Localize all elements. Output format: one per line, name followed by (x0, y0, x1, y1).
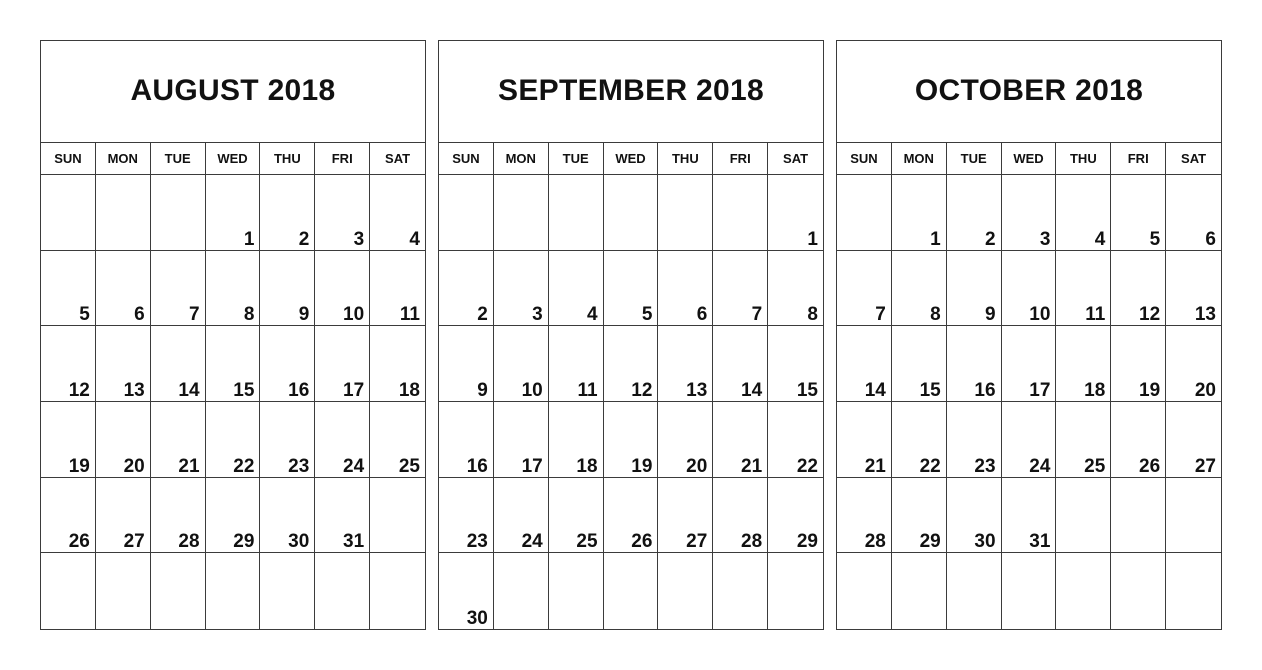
day-cell (604, 553, 659, 629)
days-grid (837, 175, 1221, 629)
day-cell (837, 553, 892, 629)
calendar-october-2018 (836, 40, 1222, 630)
day-cell (315, 251, 370, 327)
weekday-tue: TUE (151, 143, 206, 174)
day-number: 23 (466, 531, 488, 553)
day-cell (549, 553, 604, 629)
day-number: 5 (641, 304, 653, 326)
day-number: 1 (807, 228, 818, 250)
weekday-header (41, 143, 425, 175)
day-number: 14 (864, 379, 886, 401)
day-number: 13 (123, 379, 145, 401)
weekday-sat: SAT (783, 151, 809, 166)
day-number: 15 (919, 379, 941, 401)
day-number: 17 (521, 455, 543, 477)
day-cell (41, 326, 96, 402)
day-cell (206, 553, 261, 629)
weekday-mon: MON (96, 143, 151, 174)
day-number: 25 (1084, 455, 1106, 477)
day-cell (151, 402, 206, 478)
month-title: OCTOBER 2018 (837, 41, 1221, 143)
weekday-fri: FRI (315, 143, 370, 174)
day-cell (768, 326, 823, 402)
day-cell (947, 478, 1002, 554)
weekday-sun: SUN (439, 143, 494, 174)
day-cell (315, 402, 370, 478)
day-cell (604, 326, 659, 402)
day-number: 10 (1029, 304, 1051, 326)
day-cell (658, 175, 713, 251)
day-cell (439, 553, 494, 629)
day-number: 27 (123, 531, 145, 553)
day-cell (713, 478, 768, 554)
day-cell (1056, 478, 1111, 554)
day-cell (96, 402, 151, 478)
day-cell (658, 553, 713, 629)
day-cell (206, 326, 261, 402)
day-cell (768, 553, 823, 629)
day-number: 24 (1029, 455, 1051, 477)
day-number: 28 (864, 531, 886, 553)
day-number: 2 (477, 304, 488, 326)
day-number: 29 (919, 531, 941, 553)
day-cell (768, 175, 823, 251)
day-cell (41, 251, 96, 327)
day-number: 4 (409, 228, 420, 250)
day-cell (41, 175, 96, 251)
day-cell (1002, 478, 1057, 554)
day-cell (1056, 175, 1111, 251)
day-cell (768, 251, 823, 327)
day-cell (494, 251, 549, 327)
day-number: 21 (178, 455, 200, 477)
day-number: 13 (686, 379, 708, 401)
day-number: 11 (399, 304, 420, 326)
day-number: 17 (1029, 379, 1051, 401)
day-cell (947, 553, 1002, 629)
day-number: 8 (807, 304, 818, 326)
day-cell (370, 326, 425, 402)
day-number: 3 (1039, 228, 1051, 250)
day-cell (1166, 402, 1221, 478)
weekday-wed: WED (1002, 143, 1057, 174)
day-cell (96, 326, 151, 402)
day-number: 20 (686, 455, 708, 477)
day-number: 19 (68, 455, 90, 477)
day-cell (206, 478, 261, 554)
day-number: 1 (930, 228, 941, 250)
day-number: 26 (631, 531, 653, 553)
day-cell (151, 478, 206, 554)
day-number: 16 (466, 455, 488, 477)
day-number: 28 (741, 531, 763, 553)
day-number: 19 (631, 455, 653, 477)
day-number: 21 (864, 455, 886, 477)
day-cell (947, 326, 1002, 402)
weekday-sun: SUN (837, 143, 892, 174)
day-number: 9 (984, 304, 996, 326)
day-cell (604, 251, 659, 327)
day-number: 4 (1094, 228, 1106, 250)
day-cell (1002, 326, 1057, 402)
weekday-fri: FRI (1111, 143, 1166, 174)
day-number: 5 (79, 304, 90, 326)
day-number: 13 (1194, 304, 1216, 326)
day-cell (439, 478, 494, 554)
day-cell (768, 402, 823, 478)
day-cell (892, 402, 947, 478)
day-cell (370, 553, 425, 629)
day-number: 20 (1194, 379, 1216, 401)
day-cell (151, 175, 206, 251)
weekday-sat: SAT (385, 151, 411, 166)
day-cell (494, 553, 549, 629)
weekday-thu: THU (658, 143, 713, 174)
day-cell (837, 175, 892, 251)
day-cell (837, 251, 892, 327)
weekday-fri: FRI (713, 143, 768, 174)
day-number: 22 (919, 455, 941, 477)
day-number: 6 (134, 304, 145, 326)
day-cell (260, 478, 315, 554)
day-cell (1111, 402, 1166, 478)
day-cell (658, 478, 713, 554)
day-number: 28 (178, 531, 200, 553)
day-cell (315, 175, 370, 251)
day-cell (1056, 402, 1111, 478)
day-cell (713, 251, 768, 327)
day-cell (370, 402, 425, 478)
day-number: 18 (576, 455, 598, 477)
day-number: 26 (68, 531, 90, 553)
day-number: 9 (477, 379, 488, 401)
day-cell (549, 251, 604, 327)
day-number: 7 (875, 304, 886, 326)
day-number: 30 (974, 531, 996, 553)
day-number: 14 (741, 379, 763, 401)
day-cell (1166, 478, 1221, 554)
day-cell (837, 402, 892, 478)
day-cell (494, 478, 549, 554)
day-number: 15 (796, 379, 818, 401)
day-cell (892, 478, 947, 554)
day-cell (260, 553, 315, 629)
day-cell (96, 251, 151, 327)
day-cell (260, 326, 315, 402)
day-number: 24 (521, 531, 543, 553)
day-cell (260, 175, 315, 251)
day-cell (494, 175, 549, 251)
day-cell (1002, 175, 1057, 251)
day-cell (1111, 478, 1166, 554)
day-cell (1111, 251, 1166, 327)
day-cell (549, 175, 604, 251)
weekday-mon: MON (892, 143, 947, 174)
day-number: 2 (298, 228, 310, 250)
day-number: 22 (233, 455, 255, 477)
day-cell (713, 402, 768, 478)
day-number: 3 (353, 228, 365, 250)
day-cell (315, 553, 370, 629)
day-cell (370, 478, 425, 554)
day-number: 23 (974, 455, 996, 477)
day-cell (439, 175, 494, 251)
day-cell (1111, 175, 1166, 251)
day-cell (1111, 553, 1166, 629)
weekday-wed: WED (604, 143, 659, 174)
day-cell (439, 251, 494, 327)
weekday-thu: THU (1056, 143, 1111, 174)
day-cell (1166, 553, 1221, 629)
day-cell (947, 175, 1002, 251)
day-cell (370, 251, 425, 327)
month-title: AUGUST 2018 (41, 41, 425, 143)
day-cell (151, 326, 206, 402)
day-cell (658, 326, 713, 402)
day-cell (1002, 402, 1057, 478)
day-cell (892, 326, 947, 402)
day-number: 31 (343, 531, 365, 553)
day-number: 29 (233, 531, 255, 553)
day-cell (96, 553, 151, 629)
day-number: 6 (1205, 228, 1216, 250)
weekday-wed: WED (206, 143, 261, 174)
day-cell (549, 326, 604, 402)
day-cell (713, 553, 768, 629)
day-number: 30 (466, 607, 488, 629)
day-number: 27 (686, 531, 708, 553)
day-number: 16 (288, 379, 310, 401)
day-cell (315, 326, 370, 402)
day-cell (892, 175, 947, 251)
day-number: 10 (521, 379, 543, 401)
days-grid (41, 175, 425, 629)
day-number: 21 (741, 455, 763, 477)
day-number: 4 (586, 304, 598, 326)
day-cell (947, 251, 1002, 327)
day-cell (41, 478, 96, 554)
day-number: 5 (1149, 228, 1161, 250)
day-number: 6 (696, 304, 708, 326)
day-cell (837, 478, 892, 554)
day-number: 25 (576, 531, 598, 553)
day-number: 27 (1194, 455, 1216, 477)
weekday-tue: TUE (549, 143, 604, 174)
day-cell (151, 553, 206, 629)
month-title: SEPTEMBER 2018 (439, 41, 823, 143)
day-number: 11 (577, 379, 598, 401)
day-number: 7 (751, 304, 763, 326)
day-number: 17 (343, 379, 365, 401)
weekday-thu: THU (260, 143, 315, 174)
day-cell (1111, 326, 1166, 402)
day-number: 18 (398, 379, 420, 401)
day-cell (1002, 553, 1057, 629)
day-cell (370, 175, 425, 251)
day-number: 1 (243, 228, 255, 250)
calendar-september-2018 (438, 40, 824, 630)
day-cell (892, 553, 947, 629)
day-cell (604, 175, 659, 251)
weekday-sat: SAT (1181, 151, 1207, 166)
day-cell (1166, 326, 1221, 402)
day-cell (96, 175, 151, 251)
day-cell (713, 326, 768, 402)
day-cell (837, 326, 892, 402)
day-cell (315, 478, 370, 554)
day-cell (494, 326, 549, 402)
day-number: 26 (1139, 455, 1161, 477)
day-number: 10 (343, 304, 365, 326)
day-cell (151, 251, 206, 327)
day-cell (947, 402, 1002, 478)
day-number: 19 (1139, 379, 1161, 401)
day-number: 12 (68, 379, 90, 401)
day-cell (768, 478, 823, 554)
weekday-header (439, 143, 823, 175)
day-number: 22 (796, 455, 818, 477)
day-number: 16 (974, 379, 996, 401)
day-cell (604, 478, 659, 554)
day-number: 12 (631, 379, 653, 401)
day-number: 18 (1084, 379, 1106, 401)
days-grid (439, 175, 823, 629)
weekday-header (837, 143, 1221, 175)
day-number: 9 (298, 304, 310, 326)
day-cell (439, 326, 494, 402)
day-cell (206, 402, 261, 478)
day-cell (206, 251, 261, 327)
day-cell (206, 175, 261, 251)
day-number: 31 (1029, 531, 1051, 553)
day-cell (549, 402, 604, 478)
weekday-mon: MON (494, 143, 549, 174)
day-number: 14 (178, 379, 200, 401)
calendar-august-2018 (40, 40, 426, 630)
day-cell (1056, 553, 1111, 629)
day-cell (41, 553, 96, 629)
day-number: 3 (532, 304, 543, 326)
day-number: 11 (1085, 304, 1106, 326)
day-cell (260, 251, 315, 327)
day-cell (713, 175, 768, 251)
day-number: 15 (233, 379, 255, 401)
day-number: 7 (188, 304, 200, 326)
day-cell (892, 251, 947, 327)
day-number: 30 (288, 531, 310, 553)
day-cell (658, 251, 713, 327)
day-number: 8 (243, 304, 255, 326)
day-number: 23 (288, 455, 310, 477)
day-cell (1002, 251, 1057, 327)
day-cell (1056, 326, 1111, 402)
day-number: 20 (123, 455, 145, 477)
weekday-tue: TUE (947, 143, 1002, 174)
day-cell (494, 402, 549, 478)
day-cell (260, 402, 315, 478)
day-cell (439, 402, 494, 478)
day-cell (549, 478, 604, 554)
day-number: 24 (343, 455, 365, 477)
day-number: 2 (984, 228, 996, 250)
day-cell (1056, 251, 1111, 327)
weekday-sun: SUN (41, 143, 96, 174)
day-cell (96, 478, 151, 554)
day-cell (1166, 175, 1221, 251)
day-number: 25 (398, 455, 420, 477)
day-cell (1166, 251, 1221, 327)
day-number: 29 (796, 531, 818, 553)
day-cell (41, 402, 96, 478)
day-number: 12 (1139, 304, 1161, 326)
day-cell (658, 402, 713, 478)
day-cell (604, 402, 659, 478)
day-number: 8 (930, 304, 941, 326)
